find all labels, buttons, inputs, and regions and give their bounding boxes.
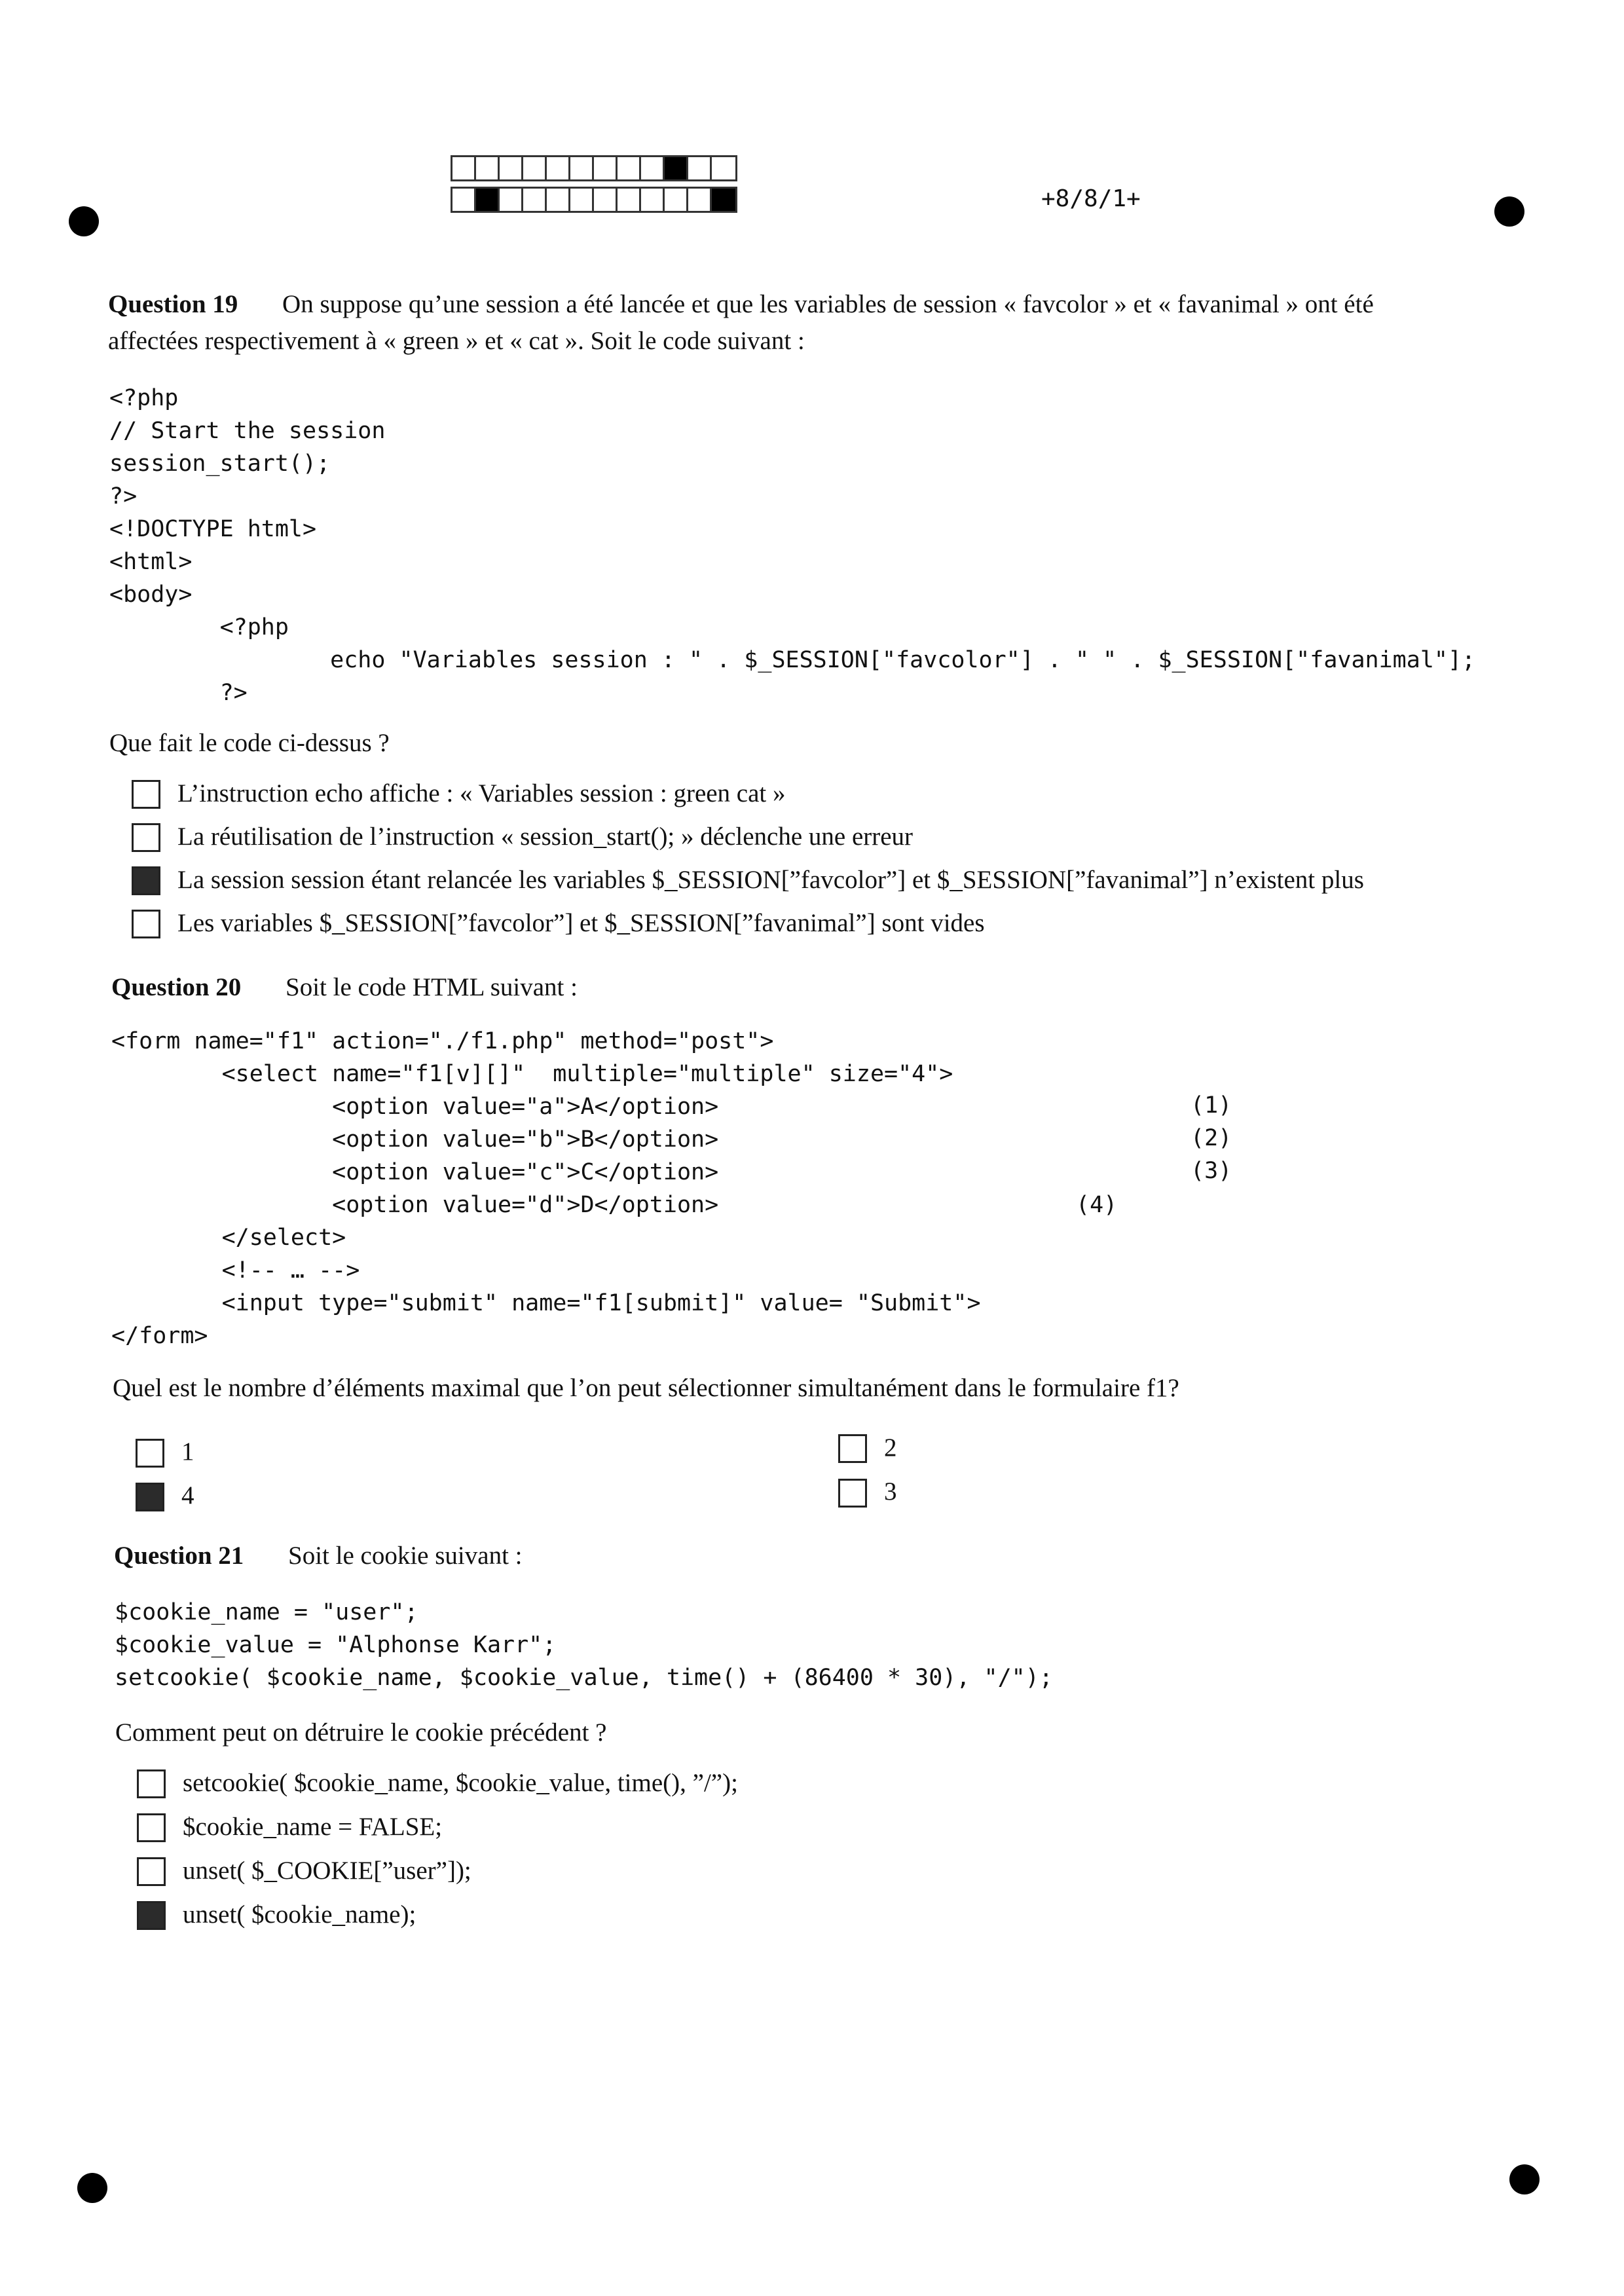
id-grid-cell bbox=[712, 157, 735, 179]
registration-mark-top-right bbox=[1494, 196, 1524, 227]
id-grid-cell bbox=[547, 189, 570, 211]
id-grid-cell bbox=[452, 189, 476, 211]
q19-option-3: La session session étant relancée les variables $_SESSION[”favcolor”] et $_SESSION[”favanimal”] n’existent plus bbox=[177, 866, 1364, 894]
q21-option-4: unset( $cookie_name); bbox=[183, 1900, 416, 1929]
code-line: <?php bbox=[109, 385, 179, 411]
id-grid-cell bbox=[618, 189, 641, 211]
code-line: ?> bbox=[109, 483, 138, 509]
id-grid-cell bbox=[476, 157, 500, 179]
q19-checkbox-4[interactable] bbox=[132, 910, 160, 938]
code-line: <option value="a">A</option> bbox=[111, 1094, 719, 1120]
id-grid-cell bbox=[476, 189, 500, 211]
id-grid-cell bbox=[641, 157, 665, 179]
q19-intro-line-1 bbox=[108, 286, 1374, 323]
q20-header bbox=[111, 969, 578, 1006]
q21-option-3: unset( $_COOKIE[”user”]); bbox=[183, 1857, 471, 1885]
code-line: // Start the session bbox=[109, 418, 386, 444]
q20-marker-3: (3) bbox=[1190, 1158, 1232, 1184]
id-grid-cell bbox=[665, 157, 688, 179]
id-grid-cell bbox=[500, 157, 523, 179]
q20-marker-2: (2) bbox=[1190, 1125, 1232, 1151]
q19-option-1: L’instruction echo affiche : « Variables session : green cat » bbox=[177, 779, 786, 807]
code-line: session_start(); bbox=[109, 451, 331, 477]
code-line: <select name="f1[v][]" multiple="multiple" size="4"> bbox=[111, 1061, 953, 1087]
q21-option-1: setcookie( $cookie_name, $cookie_value, time(), ”/”); bbox=[183, 1769, 738, 1797]
id-grid-cell bbox=[570, 189, 594, 211]
q21-label: Question 21 bbox=[114, 1542, 244, 1570]
q19-intro-line-2: affectées respectivement à « green » et « cat ». Soit le code suivant : bbox=[108, 327, 805, 355]
id-grid-cell bbox=[618, 157, 641, 179]
code-line: <option value="d">D</option> bbox=[111, 1192, 719, 1218]
code-line: <html> bbox=[109, 549, 193, 575]
q19-checkbox-3[interactable] bbox=[132, 866, 160, 895]
q21-header bbox=[114, 1538, 523, 1574]
q20-option-2: 2 bbox=[884, 1434, 897, 1462]
id-grid-cell bbox=[570, 157, 594, 179]
q21-question: Comment peut on détruire le cookie précédent ? bbox=[115, 1718, 607, 1747]
q20-checkbox-2[interactable] bbox=[838, 1434, 867, 1463]
q21-intro: Soit le cookie suivant : bbox=[288, 1542, 523, 1570]
q21-checkbox-1[interactable] bbox=[137, 1769, 166, 1798]
code-line: <input type="submit" name="f1[submit]" value= "Submit"> bbox=[111, 1290, 981, 1316]
q20-label: Question 20 bbox=[111, 973, 242, 1001]
q20-marker-1: (1) bbox=[1190, 1092, 1232, 1119]
q21-checkbox-2[interactable] bbox=[137, 1813, 166, 1842]
id-grid-cell bbox=[665, 189, 688, 211]
q20-option-1: 1 bbox=[181, 1437, 194, 1466]
id-grid-cell bbox=[594, 157, 618, 179]
q21-option-2: $cookie_name = FALSE; bbox=[183, 1813, 443, 1841]
id-grid-cell bbox=[594, 189, 618, 211]
q19-intro: On suppose qu’une session a été lancée et que les variables de session « favcolor » et « favanimal » ont été bbox=[282, 290, 1374, 318]
q21-code-block bbox=[115, 1596, 1053, 1694]
registration-mark-bottom-left bbox=[77, 2173, 107, 2203]
code-line: <?php bbox=[109, 614, 289, 640]
code-line: setcookie( $cookie_name, $cookie_value, time() + (86400 * 30), "/"); bbox=[115, 1665, 1053, 1691]
q19-option-2: La réutilisation de l’instruction « session_start(); » déclenche une erreur bbox=[177, 823, 913, 851]
id-grid-row-2 bbox=[451, 187, 737, 213]
id-grid-cell bbox=[688, 189, 712, 211]
registration-mark-top-left bbox=[69, 206, 99, 236]
q21-checkbox-4[interactable] bbox=[137, 1901, 166, 1930]
q20-option-4: 4 bbox=[181, 1481, 194, 1509]
id-grid-cell bbox=[523, 189, 547, 211]
q19-label: Question 19 bbox=[108, 290, 238, 318]
id-grid-cell bbox=[641, 189, 665, 211]
q20-code-block bbox=[111, 1025, 981, 1352]
q20-marker-4: (4) bbox=[1076, 1192, 1118, 1218]
id-grid-cell bbox=[500, 189, 523, 211]
code-line: <!DOCTYPE html> bbox=[109, 516, 317, 542]
q20-checkbox-4[interactable] bbox=[136, 1483, 164, 1511]
q20-checkbox-1[interactable] bbox=[136, 1439, 164, 1468]
id-grid-cell bbox=[688, 157, 712, 179]
code-line: <option value="b">B</option> bbox=[111, 1126, 719, 1153]
code-line: <body> bbox=[109, 582, 193, 608]
q19-code-block bbox=[109, 382, 1475, 709]
q21-checkbox-3[interactable] bbox=[137, 1857, 166, 1886]
registration-mark-bottom-right bbox=[1509, 2164, 1540, 2194]
q19-question: Que fait le code ci-dessus ? bbox=[109, 729, 390, 757]
code-line: $cookie_name = "user"; bbox=[115, 1599, 418, 1625]
q20-checkbox-3[interactable] bbox=[838, 1479, 867, 1508]
q19-checkbox-1[interactable] bbox=[132, 780, 160, 809]
q20-question: Quel est le nombre d’éléments maximal que l’on peut sélectionner simultanément dans le formulaire f1? bbox=[113, 1374, 1179, 1402]
code-line: echo "Variables session : " . $_SESSION["favcolor"] . " " . $_SESSION["favanimal"]; bbox=[109, 647, 1476, 673]
id-grid-cell bbox=[523, 157, 547, 179]
id-grid-row-1 bbox=[451, 155, 737, 181]
code-line: $cookie_value = "Alphonse Karr"; bbox=[115, 1632, 557, 1658]
code-line: </form> bbox=[111, 1323, 208, 1349]
code-line: ?> bbox=[109, 680, 248, 706]
q20-intro: Soit le code HTML suivant : bbox=[286, 973, 578, 1001]
id-grid-cell bbox=[452, 157, 476, 179]
code-line: </select> bbox=[111, 1225, 346, 1251]
code-line: <option value="c">C</option> bbox=[111, 1159, 719, 1185]
code-line: <form name="f1" action="./f1.php" method="post"> bbox=[111, 1028, 774, 1054]
q19-option-4: Les variables $_SESSION[”favcolor”] et $_SESSION[”favanimal”] sont vides bbox=[177, 909, 985, 937]
page-code: +8/8/1+ bbox=[1041, 185, 1141, 212]
id-grid-cell bbox=[712, 189, 735, 211]
id-grid-cell bbox=[547, 157, 570, 179]
q19-checkbox-2[interactable] bbox=[132, 823, 160, 852]
code-line: <!-- … --> bbox=[111, 1257, 360, 1284]
q20-option-3: 3 bbox=[884, 1477, 897, 1506]
